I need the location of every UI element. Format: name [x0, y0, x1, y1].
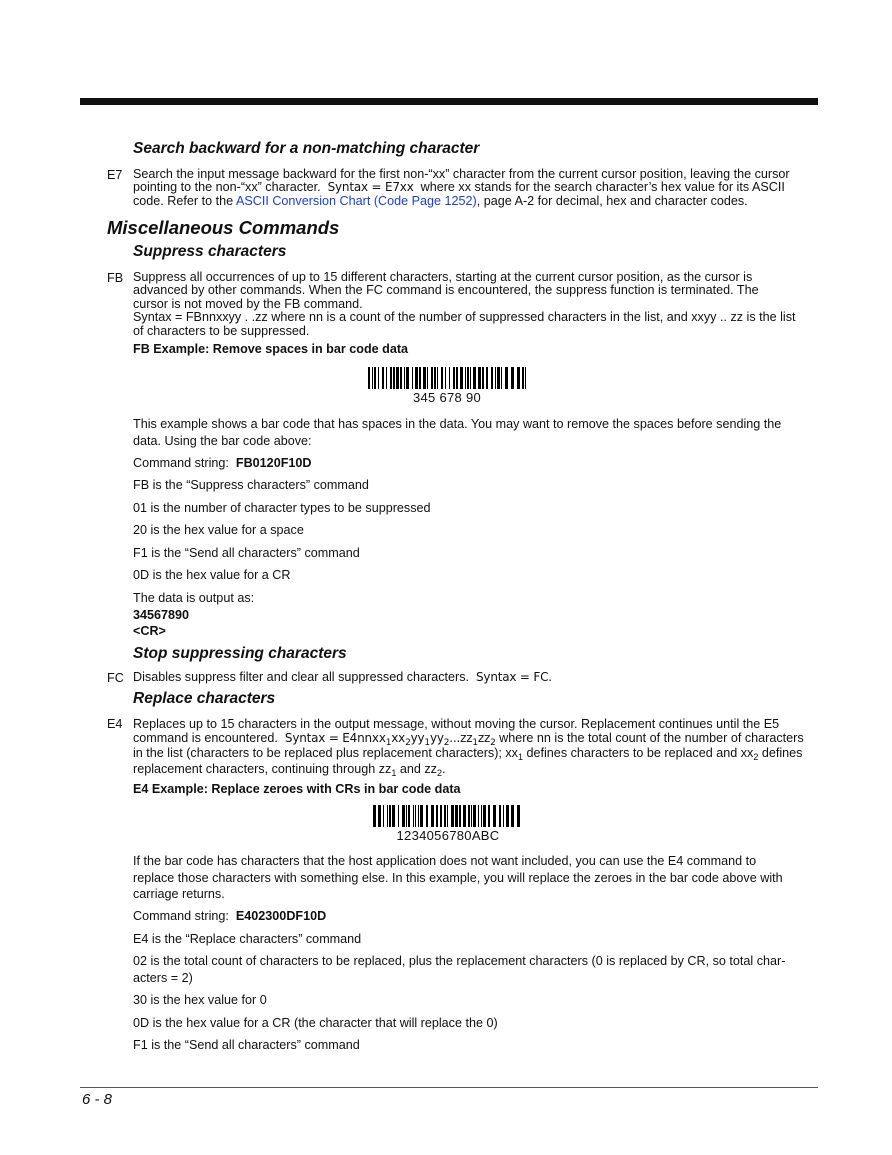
e4-explanation-2: 02 is the total count of characters to be replaced, plus the replacement characters (0 is replaced by CR, so total char- acters = 2): [133, 954, 786, 985]
e4-example-description: If the bar code has characters that the host application does not want included, you can use the E4 command to replace those characters with something else. In this example, you will replace the zeroes in the bar code above with carriage returns.: [133, 854, 783, 902]
e4-explanation-1: E4 is the “Replace characters” command: [133, 932, 362, 946]
header-rule: [80, 98, 818, 105]
e4-explanation-3: 30 is the hex value for 0: [133, 993, 267, 1007]
heading-replace-characters: Replace characters: [133, 690, 276, 707]
e4-explanation-4: 0D is the hex value for a CR (the character that will replace the 0): [133, 1016, 498, 1030]
e4-explanation-5: F1 is the “Send all characters” command: [133, 1038, 360, 1052]
replace-description: Replaces up to 15 characters in the output message, without moving the cursor. Replacement continues until the E5 command is encountered. Syntax = $E4nnxx_1xx_2yy_1yy_2...zz_1zz_2$ where nn is the total count of the number of characters in the list (characters to be replaced plus replacement characters); $xx_1$ defines characters to be replaced and $xx_2$ defines replacement characters, continuing through $zz_1$ and $zz_2$.: [133, 717, 804, 778]
stop-description: Disables suppress filter and clear all suppressed characters. Syntax = FC.: [133, 670, 552, 684]
heading-search-backward: Search backward for a non-matching character: [133, 140, 480, 157]
barcode-e4-example: [372, 805, 524, 843]
search-backward-description: Search the input message backward for the first non-“xx” character from the current cursor position, leaving the cursor pointing to the non-“xx” character. Syntax = E7xx where xx stands for the search character’s hex value for its ASCII code. Refer to the ASCII Conversion Chart (Code Page 1252), page A-2 for decimal, hex and character codes.: [133, 167, 790, 208]
command-code-fc: FC: [107, 671, 124, 685]
page-number: 6 - 8: [82, 1091, 113, 1108]
heading-suppress-characters: Suppress characters: [133, 243, 287, 260]
fb-explanation-5: 0D is the hex value for a CR: [133, 568, 291, 582]
command-code-e7: E7: [107, 168, 123, 182]
ascii-chart-link[interactable]: ASCII Conversion Chart (Code Page 1252): [235, 193, 477, 208]
barcode-label: 1234056780ABC: [396, 828, 500, 843]
command-code-fb: FB: [107, 271, 124, 285]
fb-explanation-2: 01 is the number of character types to be suppressed: [133, 501, 431, 515]
e4-example-title: E4 Example: Replace zeroes with CRs in bar code data: [133, 782, 461, 796]
barcode-bars: [373, 805, 523, 827]
fb-example-description: This example shows a bar code that has spaces in the data. You may want to remove the spaces before sending the data. Using the bar code above:: [133, 417, 782, 448]
heading-stop-suppressing: Stop suppressing characters: [133, 645, 347, 662]
fb-example-title: FB Example: Remove spaces in bar code data: [133, 342, 409, 356]
command-code-e4: E4: [107, 717, 123, 731]
suppress-description: Suppress all occurrences of up to 15 different characters, starting at the current cursor position, as the cursor is advanced by other commands. When the FC command is encountered, the suppress function is terminated. The cursor is not moved by the FB command. Syntax = FBnnxxyy . .zz where nn is a count of the number of suppressed characters in the list, and xxyy .. zz is the list of characters to be suppressed.: [133, 270, 796, 338]
fb-explanation-1: FB is the “Suppress characters” command: [133, 478, 369, 492]
fb-explanation-4: F1 is the “Send all characters” command: [133, 546, 360, 560]
fb-explanation-3: 20 is the hex value for a space: [133, 523, 304, 537]
barcode-bars: [368, 367, 526, 389]
heading-miscellaneous-commands: Miscellaneous Commands: [107, 217, 340, 238]
footer-rule: [80, 1087, 818, 1088]
fb-output: The data is output as: 34567890 <CR>: [133, 591, 255, 639]
barcode-label: 345 678 90: [412, 390, 482, 405]
e4-command-string: Command string: E402300DF10D: [133, 909, 327, 923]
barcode-fb-example: [367, 367, 527, 405]
fb-command-string: Command string: FB0120F10D: [133, 456, 312, 470]
